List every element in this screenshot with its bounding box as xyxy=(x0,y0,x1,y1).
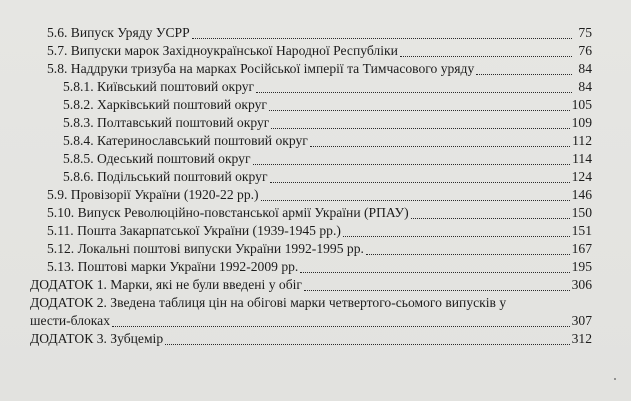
toc-entry[interactable] xyxy=(30,132,592,150)
toc-entry-title: 5.10. Випуск Революційно-повстанської армії України (РПАУ) xyxy=(47,205,409,220)
toc-leader-dots xyxy=(261,199,570,201)
toc-entry-page: 150 xyxy=(571,205,592,220)
toc-entry-page: 84 xyxy=(578,61,592,76)
toc-leader-dots xyxy=(310,145,570,147)
toc-entry-page: 112 xyxy=(572,133,592,148)
toc-entry-title: 5.8.6. Подільський поштовий округ xyxy=(63,169,268,184)
toc-leader-dots xyxy=(300,271,569,273)
toc-leader-dots xyxy=(476,73,572,75)
toc-entry-page: 114 xyxy=(572,151,592,166)
toc-entry-page: 312 xyxy=(571,331,592,346)
toc-entry-title: 5.8.3. Полтавський поштовий округ xyxy=(63,115,270,130)
toc-entry-page: 105 xyxy=(571,97,592,112)
toc-entry-appendix[interactable] xyxy=(30,276,592,294)
toc-leader-dots xyxy=(112,325,570,327)
toc-leader-dots xyxy=(366,253,570,255)
toc-leader-dots xyxy=(269,109,570,111)
toc-entry-page: 76 xyxy=(578,43,592,58)
toc-entry[interactable] xyxy=(30,168,592,186)
toc-entry-title: 5.7. Випуски марок Західноукраїнської Народної Республіки xyxy=(47,43,398,58)
toc-entry[interactable] xyxy=(30,78,592,96)
toc-entry[interactable] xyxy=(30,60,592,78)
toc-entry[interactable] xyxy=(30,150,592,168)
toc-entry-title: 5.9. Провізорії України (1920-22 рр.) xyxy=(47,187,259,202)
toc-entry-title: 5.8.1. Київський поштовий округ xyxy=(63,79,255,94)
toc-leader-dots xyxy=(304,289,570,291)
toc-entry-page: 167 xyxy=(571,241,592,256)
toc-entry-title: 5.8.2. Харківський поштовий округ xyxy=(63,97,267,112)
toc-entry-title: 5.6. Випуск Уряду УСРР xyxy=(47,25,190,40)
toc-entry-page: 84 xyxy=(578,79,592,94)
table-of-contents xyxy=(30,24,592,348)
toc-entry-title: ДОДАТОК 3. Зубцемір xyxy=(30,331,164,346)
toc-entry[interactable] xyxy=(30,42,592,60)
toc-entry-title: 5.13. Поштові марки України 1992-2009 рр. xyxy=(47,259,299,274)
toc-leader-dots xyxy=(192,37,572,39)
toc-entry[interactable] xyxy=(30,240,592,258)
toc-entry[interactable] xyxy=(30,258,592,276)
toc-entry-title: 5.11. Пошта Закарпатської України (1939-1945 рр.) xyxy=(47,223,341,238)
toc-leader-dots xyxy=(343,235,570,237)
toc-entry-title: ДОДАТОК 2. Зведена таблиця цін на обігові марки четвертого-сьомого випусків у xyxy=(30,295,507,310)
toc-entry-title-continued: шести-блоках xyxy=(30,313,111,328)
toc-entry-appendix[interactable] xyxy=(30,294,592,330)
toc-entry[interactable] xyxy=(30,222,592,240)
toc-entry-appendix[interactable] xyxy=(30,330,592,348)
toc-leader-dots xyxy=(253,163,571,165)
toc-entry-page: 124 xyxy=(571,169,592,184)
toc-leader-dots xyxy=(271,127,569,129)
toc-entry-title: ДОДАТОК 1. Марки, які не були введені у обіг xyxy=(30,277,302,292)
toc-entry-title: 5.8. Наддруки тризуба на марках Російської імперії та Тимчасового уряду xyxy=(47,61,475,76)
toc-entry[interactable] xyxy=(30,96,592,114)
toc-entry-title: 5.8.5. Одеський поштовий округ xyxy=(63,151,251,166)
toc-entry[interactable] xyxy=(30,204,592,222)
toc-entry-page: 75 xyxy=(578,25,592,40)
toc-entry[interactable] xyxy=(30,24,592,42)
toc-leader-dots xyxy=(400,55,572,57)
toc-entry[interactable] xyxy=(30,186,592,204)
toc-entry-page: 109 xyxy=(571,115,592,130)
toc-entry-page: 307 xyxy=(571,313,592,328)
toc-entry[interactable] xyxy=(30,114,592,132)
toc-leader-dots xyxy=(165,343,569,345)
toc-leader-dots xyxy=(270,181,570,183)
toc-entry-page: 146 xyxy=(571,187,592,202)
toc-leader-dots xyxy=(411,217,570,219)
toc-entry-title: 5.12. Локальні поштові випуски України 1992-1995 рр. xyxy=(47,241,364,256)
toc-entry-title: 5.8.4. Катеринославський поштовий округ xyxy=(63,133,308,148)
toc-entry-page: 151 xyxy=(571,223,592,238)
toc-leader-dots xyxy=(256,91,572,93)
toc-entry-page: 195 xyxy=(571,259,592,274)
scan-speck xyxy=(614,378,616,380)
toc-entry-page: 306 xyxy=(571,277,592,292)
